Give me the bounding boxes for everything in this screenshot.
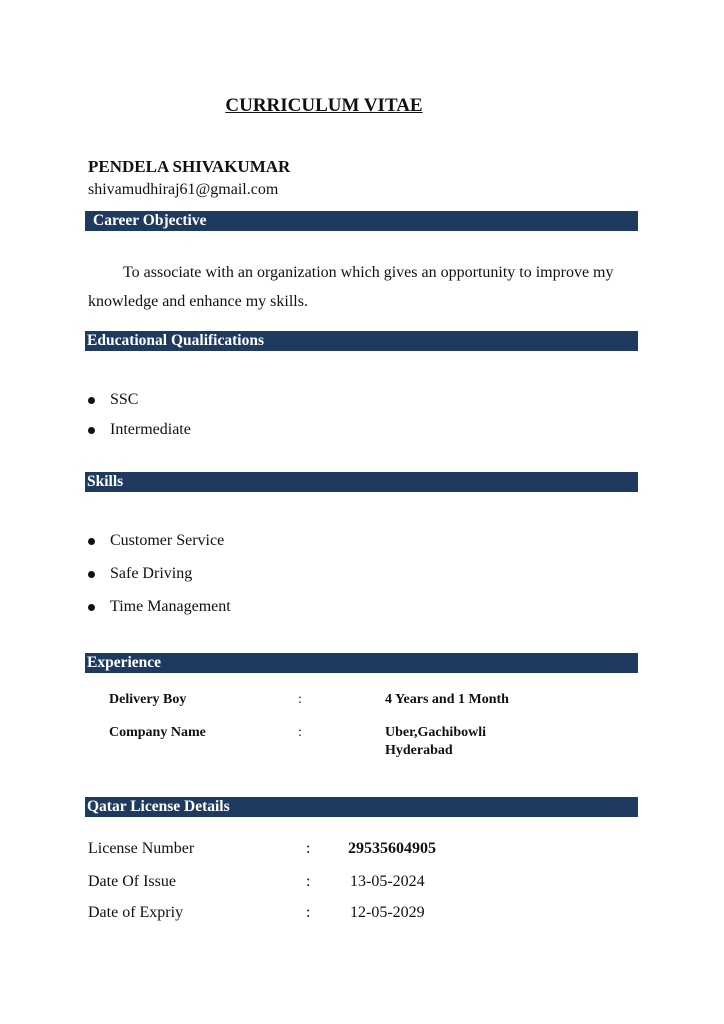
license-separator: : [306,840,311,857]
license-separator: : [306,873,311,890]
section-heading-skills: Skills [85,472,638,492]
section-heading-career-objective: Career Objective [85,211,638,231]
page-title: CURRICULUM VITAE [225,95,423,116]
license-label: License Number [88,840,195,857]
skill-item-label: Time Management [110,598,231,615]
license-label: Date of Expriy [88,904,184,921]
bullet-icon [88,397,95,404]
license-issue-value: 13-05-2024 [350,873,425,890]
candidate-name: PENDELA SHIVAKUMAR [88,157,291,176]
license-label: Date Of Issue [88,873,176,890]
education-item-label: Intermediate [110,421,191,438]
candidate-email: shivamudhiraj61@gmail.com [88,181,279,198]
section-heading-education: Educational Qualifications [85,331,638,351]
skill-item-label: Customer Service [110,532,225,549]
experience-label: Delivery Boy [109,692,187,707]
experience-value: Uber,Gachibowli [385,725,486,740]
experience-separator: : [298,692,302,707]
experience-separator: : [298,725,302,740]
section-heading-license: Qatar License Details [85,797,638,817]
experience-label: Company Name [109,725,206,740]
experience-value: 4 Years and 1 Month [385,692,509,707]
skill-item-label: Safe Driving [110,565,193,582]
bullet-icon [88,538,95,545]
license-number-value: 29535604905 [348,840,436,857]
bullet-icon [88,571,95,578]
license-separator: : [306,904,311,921]
license-expiry-value: 12-05-2029 [350,904,425,921]
career-objective-text: To associate with an organization which gives an opportunity to improve my knowledge and enhance my skills. [88,264,614,310]
bullet-icon [88,427,95,434]
bullet-icon [88,604,95,611]
experience-value-line2: Hyderabad [385,743,453,758]
section-heading-experience: Experience [85,653,638,673]
education-item-label: SSC [110,391,139,408]
